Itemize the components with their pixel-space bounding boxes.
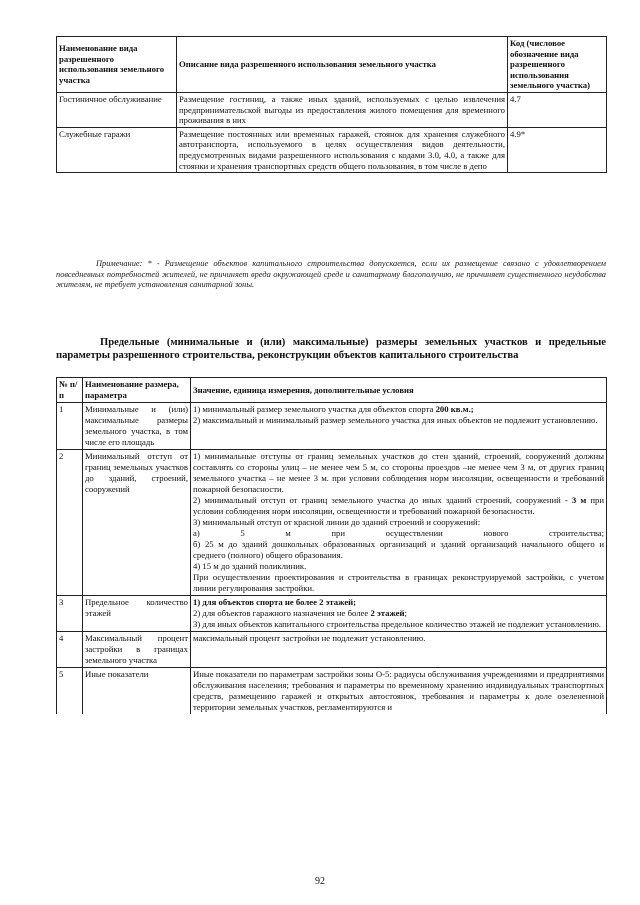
value-line: 2) максимальный и минимальный размер земельного участка для иных объектов не подлежит установлению. — [193, 415, 598, 425]
header-parameter-value: Значение, единица измерения, дополнительные условия — [191, 378, 607, 403]
value-line: 4) 15 м до зданий поликлиник. — [193, 561, 307, 571]
value-line: 1) минимальный размер земельного участка для объектов спорта 200 кв.м.; — [193, 404, 474, 414]
limit-parameters-table — [56, 377, 607, 714]
parameter-value: Иные показатели по параметрам застройки зоны О-5: радиусы обслуживания учреждениями и предприятиями обслуживания населения; требования и параметры по временному хранению индивидуальных транспортных средств, размещению гаражей и открытых автостоянок, требования и параметры к доле озелененной территории земельных участков, регламентируются и — [191, 668, 607, 715]
table-row — [57, 127, 607, 172]
value-line: а) 5 м при осуществлении нового строительства; — [193, 528, 604, 538]
permitted-use-table — [56, 36, 607, 173]
header-use-code: Код (числовое обозначение вида разрешенного использования земельного участка) — [508, 37, 607, 93]
page-number: 92 — [315, 876, 325, 887]
parameter-name: Минимальные и (или) максимальные размеры земельного участка, в том числе его площадь — [83, 403, 191, 450]
value-line: 1) минимальные отступы от границ земельных участков до стен зданий, строений, сооружений должны составлять со стороны улиц – не менее чем 5 м, со стороны проездов –не менее чем 3 м, от других границ земельного участка – не менее 3 м. при условии соблюдения норм инсоляции, освещенности и требований пожарной безопасности. — [193, 451, 604, 494]
parameter-name: Минимальный отступ от границ земельных участков до зданий, строений, сооружений — [83, 450, 191, 596]
table-row — [57, 596, 607, 632]
row-number: 3 — [57, 596, 83, 632]
row-number: 5 — [57, 668, 83, 715]
value-line: 3) для иных объектов капитального строительства предельное количество этажей не подлежит установлению. — [193, 619, 601, 629]
value-line: б) 25 м до зданий дошкольных образованных организаций и зданий организаций начального общего и среднего (полного) общего образования. — [193, 539, 604, 560]
value-line: 2) для объектов гаражного назначения не более 2 этажей; — [193, 608, 407, 618]
table-header-row — [57, 378, 607, 403]
use-description: Размещение гостиниц, а также иных зданий, используемых с целью извлечения предпринимательской выгоды из предоставления жилого помещения для временного проживания в них — [177, 92, 508, 127]
table-row — [57, 632, 607, 668]
parameter-name: Максимальный процент застройки в границах земельного участка — [83, 632, 191, 668]
header-parameter-name: Наименование размера, параметра — [83, 378, 191, 403]
section-title: Предельные (минимальные и (или) максимальные) размеры земельных участков и предельные параметры разрешенного строительства, реконструкции объектов капитального строительства — [56, 337, 606, 361]
use-code: 4.9* — [508, 127, 607, 172]
header-number: № п/п — [57, 378, 83, 403]
table-note: Примечание: * - Размещение объектов капитального строительства допускается, если их размещение связано с удовлетворением повседневных потребностей жителей, не причиняет вреда окружающей среде и санитарному благополучию, не причиняет существенного неудобства жителям, не требует установления санитарной зоны. — [56, 259, 606, 290]
use-name: Гостиничное обслуживание — [57, 92, 177, 127]
table-header-row — [57, 37, 607, 93]
parameter-name: Иные показатели — [83, 668, 191, 715]
value-line: При осуществлении проектирования и строительства в границах реконструируемой застройки, с учетом линии регулирования застройки. — [193, 572, 604, 593]
row-number: 4 — [57, 632, 83, 668]
value-line: 2) минимальный отступ от границ земельного участка до иных зданий строений, сооружений - 3 м при условии соблюдения норм инсоляции, освещенности и требований пожарной безопасности. — [193, 495, 604, 516]
row-number: 2 — [57, 450, 83, 596]
parameter-value — [191, 450, 607, 596]
parameter-name: Предельное количество этажей — [83, 596, 191, 632]
use-description: Размещение постоянных или временных гаражей, стоянок для хранения служебного автотранспорта, используемого в целях осуществления видов деятельности, предусмотренных видами разрешенного использования с кодами 3.0, 4.0, а также для стоянки и хранения транспортных средств общего пользования, в том числе в депо — [177, 127, 508, 172]
row-number: 1 — [57, 403, 83, 450]
parameter-value: максимальный процент застройки не подлежит установлению. — [191, 632, 607, 668]
table-row — [57, 450, 607, 596]
table-row — [57, 92, 607, 127]
value-line: 3) минимальный отступ от красной линии до зданий строений и сооружений: — [193, 517, 481, 527]
parameter-value — [191, 403, 607, 450]
table-row — [57, 403, 607, 450]
use-name: Служебные гаражи — [57, 127, 177, 172]
parameter-value — [191, 596, 607, 632]
value-line: 1) для объектов спорта не более 2 этажей; — [193, 597, 357, 607]
table-row — [57, 668, 607, 715]
header-use-description: Описание вида разрешенного использования земельного участка — [177, 37, 508, 93]
header-use-name: Наименование вида разрешенного использования земельного участка — [57, 37, 177, 93]
use-code: 4.7 — [508, 92, 607, 127]
